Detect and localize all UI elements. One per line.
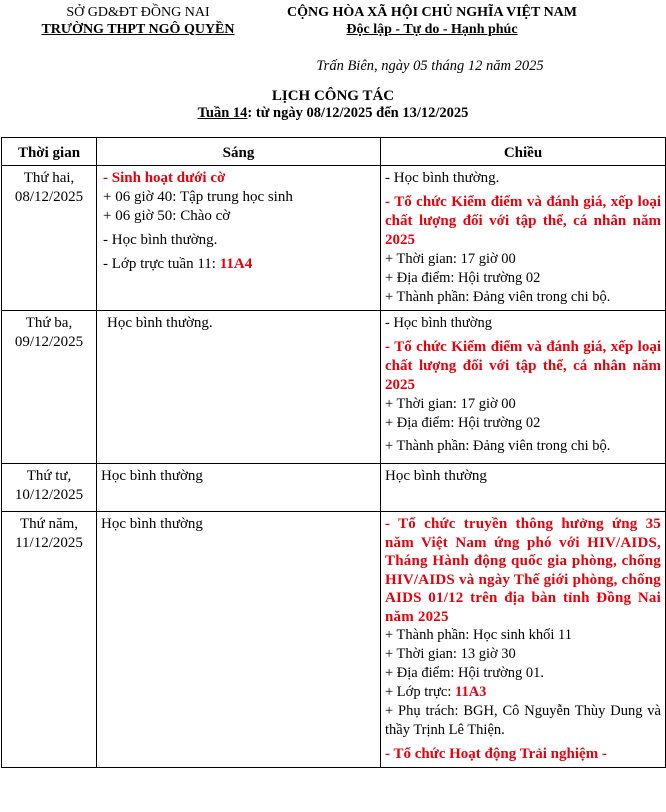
day-name: Thứ ba,	[25, 315, 73, 331]
study-text: Học bình thường	[101, 468, 203, 484]
document-subtitle	[0, 105, 666, 122]
study-text: - Học bình thường.	[103, 232, 218, 248]
study-text: Học bình thường.	[107, 315, 213, 331]
day-cell	[2, 464, 97, 512]
afternoon-cell	[381, 464, 666, 512]
study-text: Học bình thường	[385, 468, 487, 484]
morning-cell	[97, 166, 381, 311]
issue-date: Trấn Biên, ngày 05 tháng 12 năm 2025	[316, 58, 544, 74]
day-name: Thứ hai,	[23, 170, 75, 186]
schedule-table	[1, 137, 666, 768]
gather-text: + 06 giờ 40: Tập trung học sinh	[103, 189, 293, 205]
study-text: - Học bình thường	[385, 315, 492, 331]
department-name: SỞ GD&ĐT ĐỒNG NAI	[66, 5, 210, 20]
national-motto: Độc lập - Tự do - Hạnh phúc	[346, 22, 518, 37]
event-time: + Thời gian: 17 giờ 00	[385, 251, 516, 267]
week-range: : từ ngày 08/12/2025 đến 13/12/2025	[247, 105, 469, 121]
event-members: + Thành phần: Đảng viên trong chi bộ.	[385, 289, 611, 305]
event-title: - Tổ chức Kiểm điểm và đánh giá, xếp loại chất lượng đối với tập thể, cá nhân năm 2025	[385, 194, 661, 248]
table-row	[2, 512, 666, 768]
morning-cell	[97, 512, 381, 768]
issuer-block	[18, 4, 258, 38]
afternoon-cell	[381, 166, 666, 311]
document-title: LỊCH CÔNG TÁC	[271, 88, 395, 104]
morning-cell	[97, 311, 381, 464]
day-cell	[2, 311, 97, 464]
duty-class-line	[385, 683, 661, 702]
event-title: - Tổ chức Kiểm điểm và đánh giá, xếp loại chất lượng đối với tập thể, cá nhân năm 2025	[385, 339, 661, 393]
day-date: 11/12/2025	[15, 535, 83, 551]
week-number: Tuần 14	[197, 105, 248, 121]
day-date: 08/12/2025	[14, 189, 84, 205]
day-cell	[2, 512, 97, 768]
event-time: + Thời gian: 17 giờ 00	[385, 396, 516, 412]
study-text: - Học bình thường.	[385, 170, 500, 186]
duty-class-label: - Lớp trực tuần 11:	[103, 256, 220, 272]
flag-ceremony-text: - Sinh hoạt dưới cờ	[103, 170, 226, 186]
day-date: 09/12/2025	[14, 334, 84, 350]
afternoon-cell	[381, 311, 666, 464]
duty-class-line	[103, 255, 376, 274]
school-name: TRƯỜNG THPT NGÔ QUYỀN	[41, 22, 235, 37]
event-place: + Địa điểm: Hội trường 02	[385, 415, 541, 431]
day-cell	[2, 166, 97, 311]
column-header-morning: Sáng	[97, 138, 381, 166]
study-text: Học bình thường	[101, 516, 203, 532]
column-header-afternoon: Chiều	[381, 138, 666, 166]
national-heading	[262, 4, 602, 38]
column-header-time: Thời gian	[2, 138, 97, 166]
event-time: + Thời gian: 13 giờ 30	[385, 646, 516, 662]
table-row	[2, 166, 666, 311]
table-row	[2, 311, 666, 464]
day-name: Thứ tư,	[26, 468, 72, 484]
event-place: + Địa điểm: Hội trường 01.	[385, 665, 545, 681]
afternoon-cell	[381, 512, 666, 768]
duty-class-value: 11A4	[219, 256, 253, 272]
next-event-title: - Tổ chức Hoạt động Trải nghiệm -	[385, 746, 607, 762]
event-members: + Thành phần: Đảng viên trong chi bộ.	[385, 438, 611, 454]
event-members: + Thành phần: Học sinh khối 11	[385, 627, 572, 643]
morning-cell	[97, 464, 381, 512]
duty-class-value: 11A3	[455, 684, 487, 700]
table-header-row	[2, 138, 666, 166]
table-row	[2, 464, 666, 512]
day-name: Thứ năm,	[19, 516, 79, 532]
duty-class-label: + Lớp trực:	[385, 684, 456, 700]
nation-name: CỘNG HÒA XÃ HỘI CHỦ NGHĨA VIỆT NAM	[286, 5, 577, 20]
event-in-charge: + Phụ trách: BGH, Cô Nguyễn Thùy Dung và thầy Trịnh Lê Thiện.	[385, 703, 661, 738]
salute-text: + 06 giờ 50: Chào cờ	[103, 208, 231, 224]
event-place: + Địa điểm: Hội trường 02	[385, 270, 541, 286]
event-title: - Tổ chức truyền thông hưởng ứng 35 năm Việt Nam ứng phó với HIV/AIDS, Tháng Hành động quốc gia phòng, chống HIV/AIDS và ngày Thế giới phòng, chống AIDS 01/12 trên địa bàn tỉnh Đồng Nai năm 2025	[385, 516, 661, 625]
day-date: 10/12/2025	[14, 487, 84, 503]
